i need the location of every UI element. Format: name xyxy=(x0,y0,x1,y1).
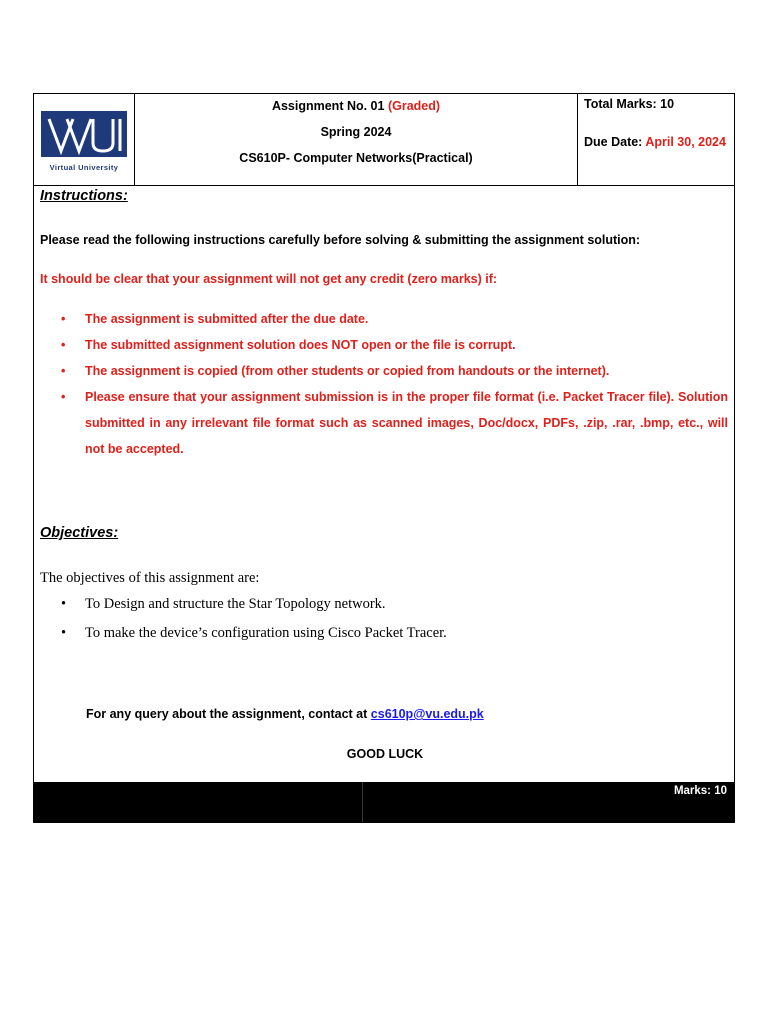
instructions-heading: Instructions: xyxy=(40,188,128,204)
bullet-dot-icon: • xyxy=(61,596,67,612)
vu-logo xyxy=(41,111,127,172)
objectives-intro: The objectives of this assignment are: xyxy=(40,570,260,586)
vu-logo-mark xyxy=(41,111,127,157)
objectives-list xyxy=(40,590,728,648)
contact-line xyxy=(86,707,484,721)
list-item: • Please ensure that your assignment submission is in the proper file format (i.e. Packet Tracer file). Solution submitted in any irrelevant file format such as scanned images, Doc/docx, PDFs, .zip, .rar, .bmp, etc., will not be accepted. xyxy=(40,384,728,462)
objectives-heading: Objectives: xyxy=(40,525,119,541)
list-item: • To Design and structure the Star Topology network. xyxy=(40,590,728,619)
assignment-title xyxy=(135,93,577,119)
list-item: • The assignment is copied (from other students or copied from handouts or the internet). xyxy=(40,358,728,384)
logo-cell xyxy=(34,94,135,185)
graded-tag: (Graded) xyxy=(387,99,441,113)
list-item: • The assignment is submitted after the due date. xyxy=(40,306,728,332)
list-item: • The submitted assignment solution does NOT open or the file is corrupt. xyxy=(40,332,728,358)
marks-bar-left xyxy=(34,782,363,822)
bullet-dot-icon: • xyxy=(61,625,67,641)
total-marks: Total Marks: 10 xyxy=(584,97,675,111)
instruction-list xyxy=(40,306,728,462)
logo-text: Virtual University xyxy=(49,162,119,172)
bullet-dot-icon: • xyxy=(61,364,66,378)
title-cell xyxy=(135,94,578,185)
marks-cell xyxy=(578,94,734,185)
due-date xyxy=(584,134,734,150)
assignment-page xyxy=(33,93,735,823)
due-date-value: April 30, 2024 xyxy=(645,135,726,149)
marks-bar-label: Marks: 10 xyxy=(673,785,727,797)
bullet-dot-icon: • xyxy=(61,390,66,404)
list-item: • To make the device’s configuration using Cisco Packet Tracer. xyxy=(40,619,728,648)
instructions-intro: Please read the following instructions carefully before solving & submitting the assignment solution: xyxy=(40,233,641,247)
due-date-label: Due Date: xyxy=(584,135,643,149)
semester: Spring 2024 xyxy=(320,125,392,139)
instructions-warning: It should be clear that your assignment will not get any credit (zero marks) if: xyxy=(40,272,498,286)
assignment-number: Assignment No. 01 xyxy=(271,99,385,113)
course-name: CS610P- Computer Networks(Practical) xyxy=(239,151,473,165)
contact-email-link[interactable]: cs610p@vu.edu.pk xyxy=(370,707,484,721)
bullet-dot-icon: • xyxy=(61,312,66,326)
bullet-dot-icon: • xyxy=(61,338,66,352)
marks-bar xyxy=(34,782,734,822)
contact-text: For any query about the assignment, contact at xyxy=(86,707,368,721)
header-table xyxy=(34,94,734,186)
good-luck: GOOD LUCK xyxy=(346,747,424,761)
